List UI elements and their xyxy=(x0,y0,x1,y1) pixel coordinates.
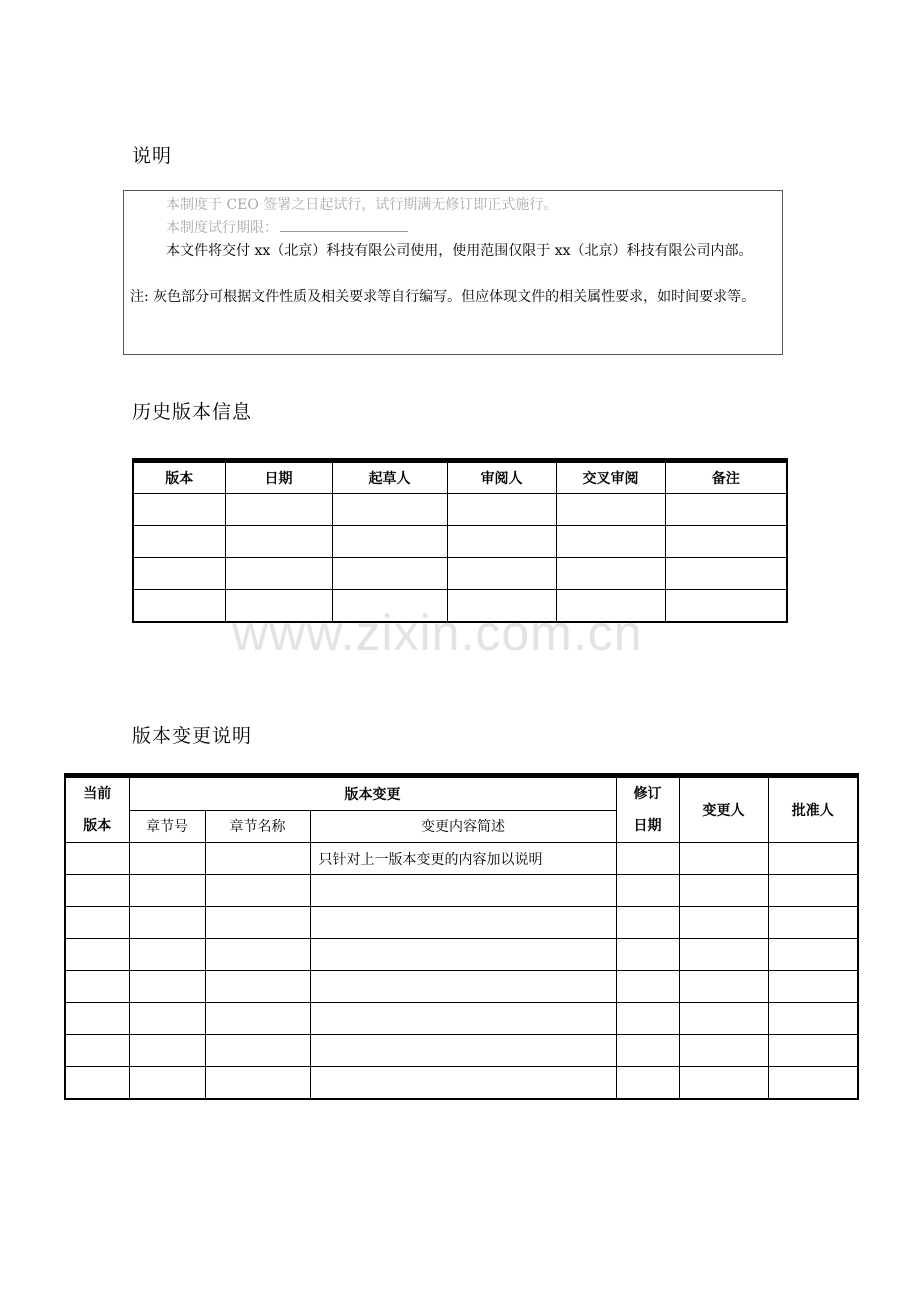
table-cell[interactable] xyxy=(129,971,205,1003)
table-cell[interactable] xyxy=(679,939,768,971)
notice-trial-line: 本制度于 CEO 签署之日起试行，试行期满无修订即正式施行。 xyxy=(166,197,558,213)
table-cell[interactable] xyxy=(225,590,332,623)
col-drafter: 起草人 xyxy=(332,461,447,494)
col-date: 日期 xyxy=(225,461,332,494)
table-cell[interactable] xyxy=(133,590,225,623)
table-cell[interactable] xyxy=(310,971,616,1003)
history-table xyxy=(132,458,788,623)
table-row xyxy=(133,526,787,558)
table-cell[interactable] xyxy=(205,1067,310,1100)
table-cell[interactable] xyxy=(129,1035,205,1067)
table-row xyxy=(65,843,858,875)
table-row xyxy=(65,1067,858,1100)
table-cell[interactable] xyxy=(768,971,858,1003)
table-cell[interactable] xyxy=(679,1003,768,1035)
table-cell[interactable] xyxy=(205,939,310,971)
col-summary: 变更内容简述 xyxy=(310,810,616,843)
table-cell[interactable] xyxy=(616,971,679,1003)
col-current-version xyxy=(65,776,129,843)
table-row xyxy=(133,590,787,623)
col-chapter-no: 章节号 xyxy=(129,810,205,843)
table-cell[interactable] xyxy=(205,843,310,875)
table-cell[interactable] xyxy=(556,526,665,558)
table-cell[interactable] xyxy=(65,1035,129,1067)
table-cell[interactable] xyxy=(65,843,129,875)
table-cell[interactable] xyxy=(556,494,665,526)
table-cell[interactable] xyxy=(205,907,310,939)
col-chapter-name: 章节名称 xyxy=(205,810,310,843)
summary-cell[interactable]: 只针对上一版本变更的内容加以说明 xyxy=(310,843,616,875)
col-cross-review: 交叉审阅 xyxy=(556,461,665,494)
table-cell[interactable] xyxy=(332,590,447,623)
table-cell[interactable] xyxy=(133,558,225,590)
table-cell[interactable] xyxy=(129,843,205,875)
table-row xyxy=(133,494,787,526)
table-cell[interactable] xyxy=(129,907,205,939)
table-cell[interactable] xyxy=(225,558,332,590)
table-cell[interactable] xyxy=(65,907,129,939)
table-cell[interactable] xyxy=(665,590,787,623)
table-row xyxy=(133,558,787,590)
table-row xyxy=(65,875,858,907)
table-cell[interactable] xyxy=(65,1067,129,1100)
date-label: 日期 xyxy=(633,818,662,834)
table-cell[interactable] xyxy=(616,939,679,971)
table-cell[interactable] xyxy=(133,494,225,526)
table-cell[interactable] xyxy=(332,526,447,558)
table-row xyxy=(65,971,858,1003)
version-label: 版本 xyxy=(83,818,112,834)
table-cell[interactable] xyxy=(65,939,129,971)
notice-scope-line: 本文件将交付 xx（北京）科技有限公司使用，使用范围仅限于 xx（北京）科技有限公司内部。 xyxy=(166,243,753,259)
notice-note: 注: 灰色部分可根据文件性质及相关要求等自行编写。但应体现文件的相关属性要求，如时间要求等。 xyxy=(130,289,756,305)
table-cell[interactable] xyxy=(616,907,679,939)
table-cell[interactable] xyxy=(616,875,679,907)
table-cell[interactable] xyxy=(65,971,129,1003)
table-cell[interactable] xyxy=(129,939,205,971)
table-cell[interactable] xyxy=(768,1035,858,1067)
table-cell[interactable] xyxy=(332,494,447,526)
notice-period-label: 本制度试行期限： xyxy=(166,220,278,236)
table-cell[interactable] xyxy=(616,843,679,875)
col-remarks: 备注 xyxy=(665,461,787,494)
table-cell[interactable] xyxy=(65,875,129,907)
current-label: 当前 xyxy=(83,786,112,802)
table-cell[interactable] xyxy=(310,875,616,907)
table-cell[interactable] xyxy=(768,939,858,971)
table-cell[interactable] xyxy=(310,939,616,971)
table-cell[interactable] xyxy=(768,1003,858,1035)
table-cell[interactable] xyxy=(447,526,556,558)
table-cell[interactable] xyxy=(665,494,787,526)
table-cell[interactable] xyxy=(65,1003,129,1035)
col-version: 版本 xyxy=(133,461,225,494)
table-cell[interactable] xyxy=(332,558,447,590)
table-cell[interactable] xyxy=(205,971,310,1003)
table-cell[interactable] xyxy=(556,558,665,590)
table-row xyxy=(65,939,858,971)
notice-box xyxy=(123,190,783,355)
table-cell[interactable] xyxy=(679,843,768,875)
table-cell[interactable] xyxy=(310,907,616,939)
table-cell[interactable] xyxy=(129,875,205,907)
section-title-changes: 版本变更说明 xyxy=(132,725,253,747)
table-cell[interactable] xyxy=(310,1067,616,1100)
table-cell[interactable] xyxy=(768,1067,858,1100)
table-cell[interactable] xyxy=(616,1035,679,1067)
revise-label: 修订 xyxy=(633,786,662,802)
table-cell[interactable] xyxy=(310,1003,616,1035)
table-cell[interactable] xyxy=(768,843,858,875)
table-cell[interactable] xyxy=(205,1035,310,1067)
table-cell[interactable] xyxy=(447,558,556,590)
table-row xyxy=(65,1003,858,1035)
watermark: www.zixin.com.cn xyxy=(232,605,643,661)
period-blank xyxy=(280,219,408,232)
table-cell[interactable] xyxy=(679,907,768,939)
change-table xyxy=(64,773,859,1100)
notice-period-line xyxy=(130,217,776,240)
table-row xyxy=(65,907,858,939)
section-title-explain: 说明 xyxy=(132,145,173,167)
section-title-history: 历史版本信息 xyxy=(132,401,253,423)
table-cell[interactable] xyxy=(129,1003,205,1035)
table-cell[interactable] xyxy=(616,1067,679,1100)
table-cell[interactable] xyxy=(447,590,556,623)
col-approver: 批准人 xyxy=(768,776,858,843)
table-cell[interactable] xyxy=(679,1035,768,1067)
table-cell[interactable] xyxy=(556,590,665,623)
table-cell[interactable] xyxy=(205,875,310,907)
col-version-change: 版本变更 xyxy=(129,776,616,811)
table-cell[interactable] xyxy=(225,494,332,526)
table-cell[interactable] xyxy=(616,1003,679,1035)
col-revise-date xyxy=(616,776,679,843)
table-cell[interactable] xyxy=(679,971,768,1003)
table-cell[interactable] xyxy=(679,875,768,907)
col-changer: 变更人 xyxy=(679,776,768,843)
table-cell[interactable] xyxy=(665,558,787,590)
table-cell[interactable] xyxy=(447,494,556,526)
table-cell[interactable] xyxy=(768,875,858,907)
table-cell[interactable] xyxy=(133,526,225,558)
table-cell[interactable] xyxy=(129,1067,205,1100)
table-cell[interactable] xyxy=(205,1003,310,1035)
table-cell[interactable] xyxy=(768,907,858,939)
table-row xyxy=(65,1035,858,1067)
table-cell[interactable] xyxy=(679,1067,768,1100)
table-cell[interactable] xyxy=(665,526,787,558)
table-cell[interactable] xyxy=(310,1035,616,1067)
table-cell[interactable] xyxy=(225,526,332,558)
col-reviewer: 审阅人 xyxy=(447,461,556,494)
